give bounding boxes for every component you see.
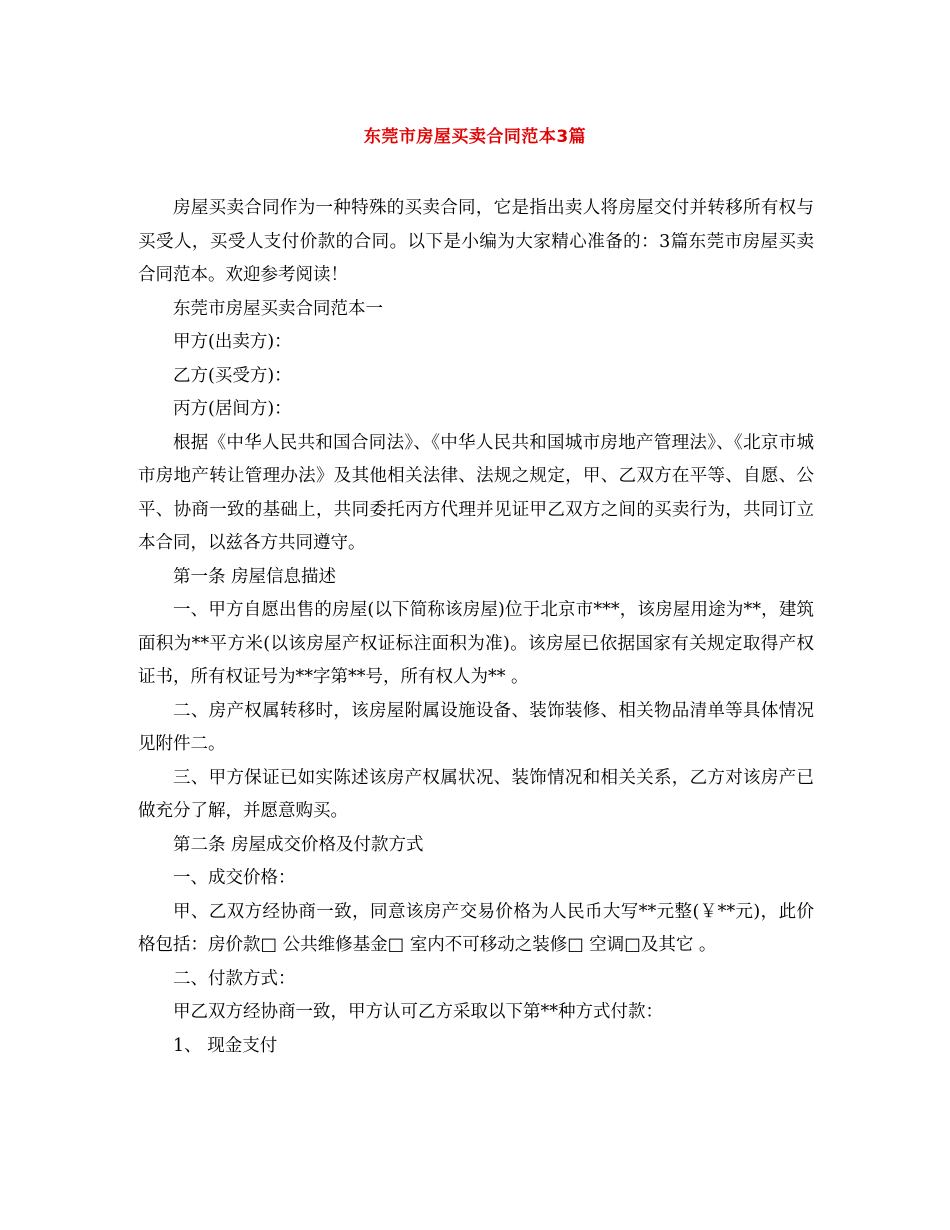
price-heading: 一、成交价格：	[173, 868, 296, 888]
intro-paragraph: 房屋买卖合同作为一种特殊的买卖合同，它是指出卖人将房屋交付并转移所有权与买受人，买受人支付价款的合同。以下是小编为大家精心准备的：3篇东莞市房屋买卖合同范本。欢迎参考阅读！	[138, 198, 814, 285]
section-heading: 东莞市房屋买卖合同范本一	[173, 298, 383, 319]
article-one-clause-3: 三、甲方保证已如实陈述该房产权属状况、装饰情况和相关关系，乙方对该房产已做充分了解，并愿意购买。	[138, 767, 814, 821]
payment-heading: 二、付款方式：	[173, 968, 296, 989]
payment-paragraph: 甲乙双方经协商一致，甲方认可乙方采取以下第**种方式付款：	[173, 1002, 663, 1022]
document-title: 东莞市房屋买卖合同范本3篇	[363, 127, 587, 147]
legal-basis-paragraph: 根据《中华人民共和国合同法》、《中华人民共和国城市房地产管理法》、《北京市城市房地产转让管理办法》及其他相关法律、法规之规定，甲、乙双方在平等、自愿、公平、协商一致的基础上，共同委托丙方代理并见证甲乙双方之间的买卖行为，共同订立本合同，以兹各方共同遵守。	[138, 432, 814, 553]
party-c-line: 丙方(居间方)：	[173, 399, 292, 419]
payment-option-1: 1、 现金支付	[173, 1035, 278, 1056]
party-a-line: 甲方(出卖方)：	[173, 332, 292, 352]
article-one-clause-2: 二、房产权属转移时，该房屋附属设施设备、装饰装修、相关物品清单等具体情况见附件二。	[138, 700, 814, 754]
article-one-heading: 第一条 房屋信息描述	[173, 566, 337, 587]
article-two-heading: 第二条 房屋成交价格及付款方式	[173, 834, 424, 855]
document-body	[138, 192, 814, 1063]
article-one-clause-1: 一、甲方自愿出售的房屋(以下简称该房屋)位于北京市***，该房屋用途为**，建筑面积为**平方米(以该房屋产权证标注面积为准)。该房屋已依据国家有关规定取得产权证书，所有权证号为**字第**号，所有权人为** 。	[138, 600, 814, 687]
party-b-line: 乙方(买受方)：	[173, 365, 292, 386]
price-paragraph: 甲、乙双方经协商一致，同意该房产交易价格为人民币大写**元整(￥**元)，此价格包括：房价款□ 公共维修基金□ 室内不可移动之装修□ 空调□及其它 。	[138, 901, 814, 955]
